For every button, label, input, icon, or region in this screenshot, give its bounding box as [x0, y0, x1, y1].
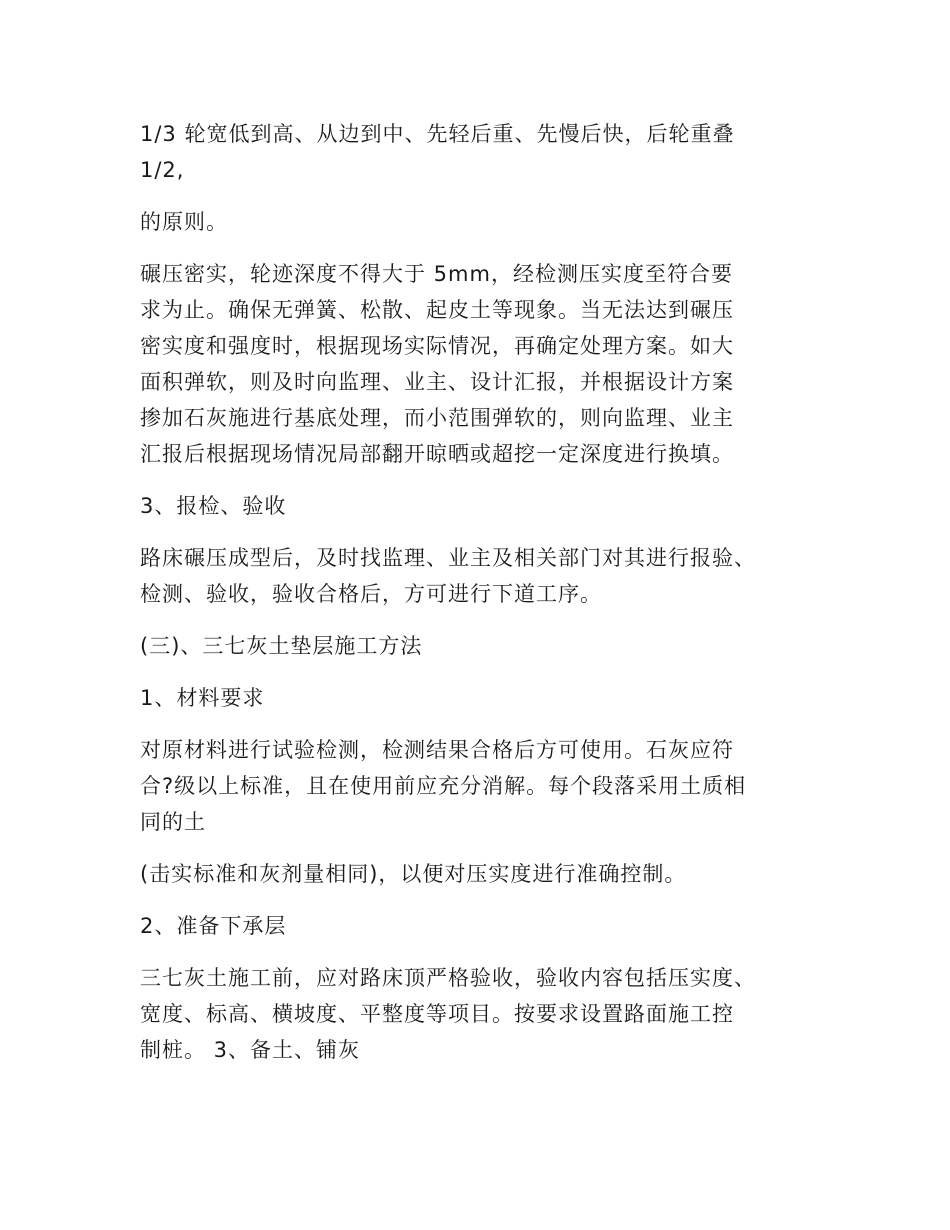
paragraph-prepare-base	[140, 960, 820, 1068]
heading-material-requirements	[140, 680, 820, 716]
text-line: 面积弹软，则及时向监理、业主、设计汇报，并根据设计方案	[140, 370, 734, 394]
text-line: 1/3 轮宽低到高、从边到中、先轻后重、先慢后快，后轮重叠	[140, 122, 735, 146]
paragraph-rolling-order	[140, 116, 820, 188]
text-line: 2、准备下承层	[140, 914, 287, 938]
text-line: 宽度、标高、横坡度、平整度等项目。按要求设置路面施工控	[140, 1002, 734, 1026]
text-line: 求为止。确保无弹簧、松散、起皮土等现象。当无法达到碾压	[140, 298, 734, 322]
text-line: 制桩。 3、备土、铺灰	[140, 1038, 361, 1062]
text-line: 合?级以上标准，且在使用前应充分消解。每个段落采用土质相	[140, 774, 747, 798]
text-line: 三七灰土施工前，应对路床顶严格验收，验收内容包括压实度、	[140, 966, 756, 990]
text-line: (三)、三七灰土垫层施工方法	[140, 634, 423, 658]
paragraph-compaction-standard	[140, 856, 820, 892]
text-line: 路床碾压成型后，及时找监理、业主及相关部门对其进行报验、	[140, 546, 756, 570]
text-line: 对原材料进行试验检测，检测结果合格后方可使用。石灰应符	[140, 738, 734, 762]
text-line: 碾压密实，轮迹深度不得大于 5mm，经检测压实度至符合要	[140, 262, 733, 286]
heading-section-three	[140, 628, 820, 664]
text-line: (击实标准和灰剂量相同)，以便对压实度进行准确控制。	[140, 862, 687, 886]
text-line: 1、材料要求	[140, 686, 265, 710]
text-line: 掺加石灰施进行基底处理，而小范围弹软的，则向监理、业主	[140, 406, 734, 430]
heading-inspection	[140, 488, 820, 524]
paragraph-inspection	[140, 540, 820, 612]
text-line: 3、报检、验收	[140, 494, 287, 518]
paragraph-materials	[140, 732, 820, 840]
text-line: 密实度和强度时，根据现场实际情况，再确定处理方案。如大	[140, 334, 734, 358]
heading-prepare-base	[140, 908, 820, 944]
text-line: 汇报后根据现场情况局部翻开晾晒或超挖一定深度进行换填。	[140, 442, 734, 466]
paragraph-compaction	[140, 256, 820, 472]
text-line: 的原则。	[140, 210, 228, 234]
document-body	[140, 116, 820, 1084]
paragraph-principle	[140, 204, 820, 240]
text-line: 同的土	[140, 810, 206, 834]
text-line: 1/2,	[140, 158, 185, 182]
text-line: 检测、验收，验收合格后，方可进行下道工序。	[140, 582, 602, 606]
